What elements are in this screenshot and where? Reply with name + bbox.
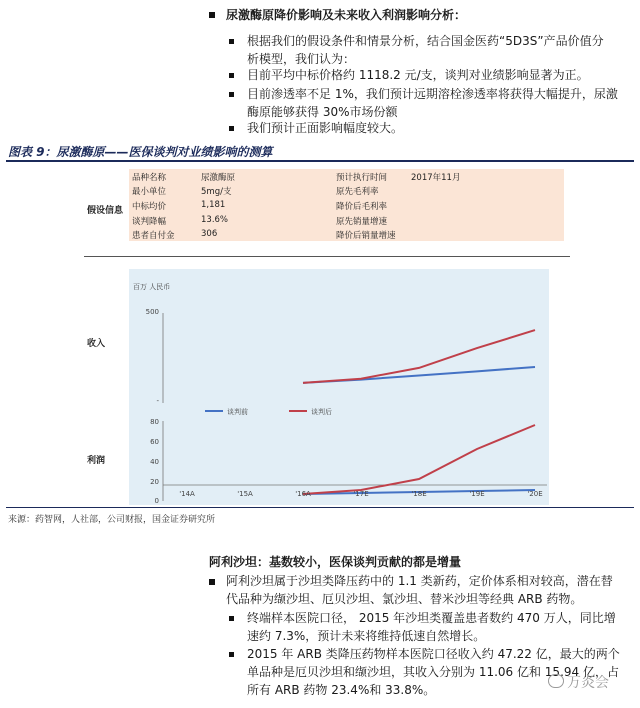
table-value: 13.6%: [201, 215, 229, 225]
paragraph-line: 阿利沙坦属于沙坦类降压药中的 1.1 类新药，定价体系相对较高，潜在替: [226, 574, 613, 588]
paragraph-line: 代品种为缬沙坦、厄贝沙坦、氯沙坦、替米沙坦等经典 ARB 药物。: [226, 592, 583, 606]
rev-y-tick: 500: [145, 308, 159, 316]
x-tick-label: '19E: [469, 490, 485, 498]
bullet-square: [229, 73, 234, 78]
profit-series-after: [303, 425, 535, 494]
x-tick-label: '17E: [353, 490, 369, 498]
table-key: 降价后销量增速: [336, 231, 396, 241]
figure-panel: [6, 163, 634, 507]
unit-label: 百万 人民币: [133, 283, 171, 291]
analysis-heading: 尿激酶原降价影响及未来收入利润影响分析：: [226, 8, 467, 22]
watermark-text: 万炎会: [567, 675, 609, 691]
profit-y-tick: 20: [150, 478, 159, 486]
wechat-icon: [548, 674, 564, 688]
paragraph-line: 所有 ARB 药物 23.4%和 33.8%。: [247, 683, 436, 697]
bullet-text: 我们预计正面影响幅度较大。: [247, 121, 404, 135]
bullet-square: [229, 126, 234, 131]
line-charts: [129, 269, 549, 505]
x-tick-label: '20E: [527, 490, 543, 498]
table-key: 中标均价: [132, 202, 167, 212]
bullet-square: [229, 652, 234, 657]
table-key: 原先销量增速: [336, 217, 388, 227]
section-divider: [84, 256, 570, 257]
bullet-text: 目前平均中标价格约 1118.2 元/支，谈判对业绩影响显著为正。: [247, 68, 589, 82]
rev-y-tick: -: [156, 397, 159, 405]
bullet-text: 根据我们的假设条件和情景分析，结合国金医药“5D3S”产品价值分: [247, 34, 604, 48]
table-key: 预计执行时间: [336, 173, 388, 183]
table-key: 降价后毛利率: [336, 202, 388, 212]
bullet-square: [229, 616, 234, 621]
bullet-square: [209, 579, 215, 585]
bullet-square: [229, 92, 234, 97]
table-key: 最小单位: [132, 187, 167, 197]
legend-label-after: 谈判后: [311, 408, 332, 416]
figure-source: 来源：药智网，人社部，公司财报，国金证券研究所: [8, 515, 216, 525]
profit-y-tick: 80: [150, 418, 159, 426]
watermark: [548, 672, 609, 692]
profit-y-tick: 0: [154, 497, 159, 505]
revenue-label: 收入: [87, 339, 106, 349]
bullet-text: 酶原能够获得 30%市场份额: [247, 105, 398, 119]
bullet-text: 目前渗透率不足 1%，我们预计远期溶栓渗透率将获得大幅提升，尿激: [247, 87, 618, 101]
paragraph-line: 2015 年 ARB 类降压药物样本医院口径收入约 47.22 亿，最大的两个: [247, 647, 620, 661]
profit-y-tick: 40: [150, 458, 159, 466]
legend-label-before: 谈判前: [227, 408, 248, 416]
table-value: 1,181: [201, 200, 226, 210]
table-key: 品种名称: [132, 173, 167, 183]
figure-bottom-rule: [6, 507, 634, 508]
table-value: 2017年11月: [411, 173, 461, 183]
bullet-text: 析模型，我们认为：: [247, 52, 356, 66]
x-tick-label: '18E: [411, 490, 427, 498]
table-value: 尿激酶原: [201, 173, 236, 183]
figure-rule: [6, 160, 634, 162]
bullet-square: [209, 12, 215, 18]
profit-y-tick: 60: [150, 438, 159, 446]
table-key: 原先毛利率: [336, 187, 379, 197]
table-key: 谈判降幅: [132, 217, 167, 227]
table-key: 患者自付金: [132, 231, 175, 241]
x-tick-label: '14A: [179, 490, 195, 498]
section-heading: 阿利沙坦：基数较小，医保谈判贡献的都是增量: [209, 555, 462, 569]
x-tick-label: '15A: [237, 490, 253, 498]
paragraph-line: 速约 7.3%，预计未来将维持低速自然增长。: [247, 629, 486, 643]
paragraph-line: 单品种是厄贝沙坦和缬沙坦，其收入分别为 11.06 亿和 15.94 亿，占: [247, 665, 619, 679]
profit-label: 利润: [87, 456, 106, 466]
bullet-square: [229, 39, 234, 44]
assumption-label: 假设信息: [87, 206, 124, 216]
table-value: 306: [201, 229, 218, 239]
figure-title: 图表 9：尿激酶原——医保谈判对业绩影响的测算: [8, 145, 273, 159]
paragraph-line: 终端样本医院口径， 2015 年沙坦类覆盖患者数约 470 万人，同比增: [247, 611, 616, 625]
x-tick-label: '16A: [295, 490, 311, 498]
table-value: 5mg/支: [201, 187, 232, 197]
